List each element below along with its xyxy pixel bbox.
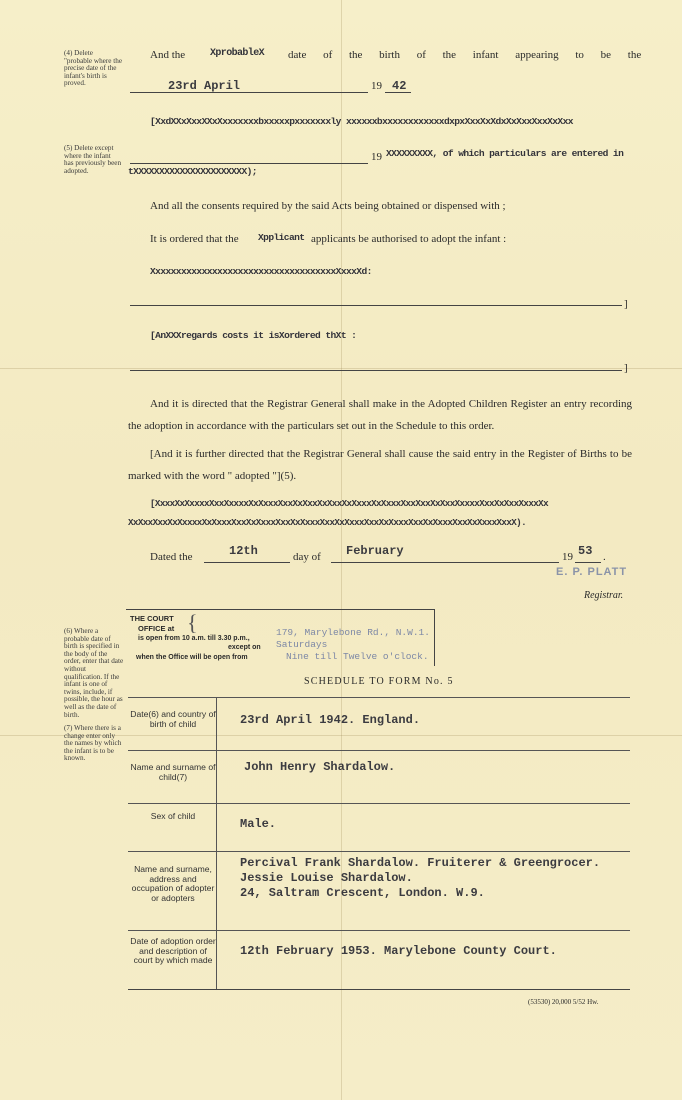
- rule: [130, 370, 622, 371]
- table-row-value: 12th February 1953. Marylebone County Court.: [240, 944, 557, 958]
- table-row-value: Jessie Louise Shardalow.: [240, 871, 413, 885]
- struck-payment: XxxxxxxxxxxxxxxxxxxxxxxxxxxxxxxxxxxxXxxxXd:: [150, 266, 372, 277]
- table-rule: [128, 930, 630, 931]
- table-row-value: John Henry Shardalow.: [244, 760, 396, 774]
- dated-the: Dated the: [150, 551, 193, 563]
- birth-date-value: 23rd April: [168, 79, 241, 93]
- table-row-label: Date(6) and country of birth of child: [130, 709, 216, 729]
- dated-month: February: [346, 544, 404, 558]
- print-code: (53530) 20,000 5/52 Hw.: [528, 998, 599, 1006]
- office-title-1: THE COURT: [130, 614, 174, 623]
- period: .: [603, 551, 606, 563]
- office-saturdays-stamp: Saturdays: [276, 639, 328, 650]
- registrar-label: Registrar.: [584, 590, 624, 601]
- table-row-label: Name and surname, address and occupation of adopter or adopters: [131, 864, 215, 903]
- further-direction: [And it is further directed that the Registrar General shall cause the said entry in the Register of Births to be marked with the word " adopted "](5).: [128, 448, 632, 482]
- table-rule: [128, 697, 630, 698]
- table-row-value: Male.: [240, 817, 277, 831]
- table-row-value: 23rd April 1942. England.: [240, 713, 421, 727]
- signature-stamp: E. P. PLATT: [556, 566, 628, 578]
- rule: [130, 92, 368, 93]
- rule: [130, 305, 622, 306]
- struck-applicant: Xpplicant: [258, 232, 305, 243]
- and-the-text: And the: [150, 49, 186, 61]
- year-prefix-3: 19: [562, 551, 573, 563]
- day-of: day of: [293, 551, 321, 563]
- bracket: ]: [624, 298, 628, 310]
- table-rule: [128, 851, 630, 852]
- birth-date-sentence: date of the birth of the infant appearing to be the: [288, 49, 642, 61]
- ordered-pre: It is ordered that the: [150, 233, 239, 245]
- consents-sentence: And all the consents required by the said Acts being obtained or dispensed with ;: [150, 200, 506, 212]
- margin-note-4: (4) Delete "probable where the precise date of the infant's birth is proved.: [64, 49, 123, 88]
- struck-register-ref: tXXXXXXXXXXXXXXXXXXXXXX);: [128, 166, 257, 177]
- office-hours-stamp: Nine till Twelve o'clock.: [286, 651, 429, 662]
- struck-costs: [AnXXXregards costs it isXordered thXt :: [150, 330, 357, 341]
- birth-year-value: 42: [392, 79, 407, 93]
- rule: [204, 562, 290, 563]
- table-rule: [128, 803, 630, 804]
- registrar-direction: And it is directed that the Registrar General shall make in the Adopted Children Register an entry recording the adoption in accordance with the particulars set out in the Schedule to this order.: [128, 398, 632, 432]
- struck-long-1: [XxxxXxXxxxxXxxXxxxxXxXxxxXxxXxXxxXxXxxXxXxxxXxXxxxXxxXxxXxXxxXxxxxXxxXxXxxXxxxXx: [150, 498, 548, 509]
- struck-long-2: XxXxxXxxXxXxxxxXxXxxxXxxXxXxxxXxxXxXxxxXxxXxXxxxXxxXxXxxxXxxXxXxxxXxxXxXxxxXxxX).: [128, 517, 526, 528]
- table-rule: [128, 989, 630, 990]
- margin-note-5: (5) Delete except where the infant has previously been adopted.: [64, 144, 122, 175]
- dated-day: 12th: [229, 544, 258, 558]
- table-row-value: Percival Frank Shardalow. Fruiterer & Greengrocer.: [240, 856, 601, 870]
- brace: {: [187, 610, 198, 635]
- table-row-label: Name and surname of child(7): [130, 762, 216, 782]
- table-divider: [216, 697, 217, 989]
- office-address-stamp: 179, Marylebone Rd., N.W.1.: [276, 627, 430, 638]
- struck-year-tail: XXXXXXXXX, of which particulars are entered in: [386, 148, 624, 159]
- office-hours-3: when the Office will be open from: [136, 654, 248, 661]
- office-hours-2: except on: [228, 644, 261, 651]
- rule: [385, 92, 411, 93]
- table-row-value: 24, Saltram Crescent, London. W.9.: [240, 886, 485, 900]
- year-prefix: 19: [371, 80, 382, 92]
- year-prefix-2: 19: [371, 151, 382, 163]
- margin-note-7: (7) Where there is a change enter only the names by which the infant is to be known.: [64, 724, 122, 763]
- struck-probable: XprobableX: [210, 48, 265, 59]
- fold-line: [341, 0, 342, 1100]
- ordered-post: applicants be authorised to adopt the infant :: [311, 233, 507, 245]
- table-row-label: Sex of child: [150, 811, 196, 821]
- table-rule: [128, 750, 630, 751]
- schedule-heading: SCHEDULE TO FORM No. 5: [304, 676, 454, 687]
- office-hours-1: is open from 10 a.m. till 3.30 p.m.,: [138, 635, 250, 642]
- rule: [575, 562, 601, 563]
- office-title-2: OFFICE at: [138, 624, 175, 633]
- struck-previous-adoption: [XxdXXxXxxXXxXxxxxxxxbxxxxxpxxxxxxxly xxxxxxbxxxxxxxxxxxxdxpxXxxXxXdxXxXxxXxxXxXxx: [150, 116, 573, 127]
- rule: [130, 163, 368, 164]
- bracket: ]: [624, 362, 628, 374]
- margin-note-6: (6) Where a probable date of birth is specified in the body of the order, enter that date without qualification. If the infant is one of twins, include, if possible, the hour as well as the date of birth.: [64, 627, 124, 719]
- rule: [331, 562, 559, 563]
- table-row-label: Date of adoption order and description of court by which made: [130, 936, 216, 966]
- dated-year: 53: [578, 544, 593, 558]
